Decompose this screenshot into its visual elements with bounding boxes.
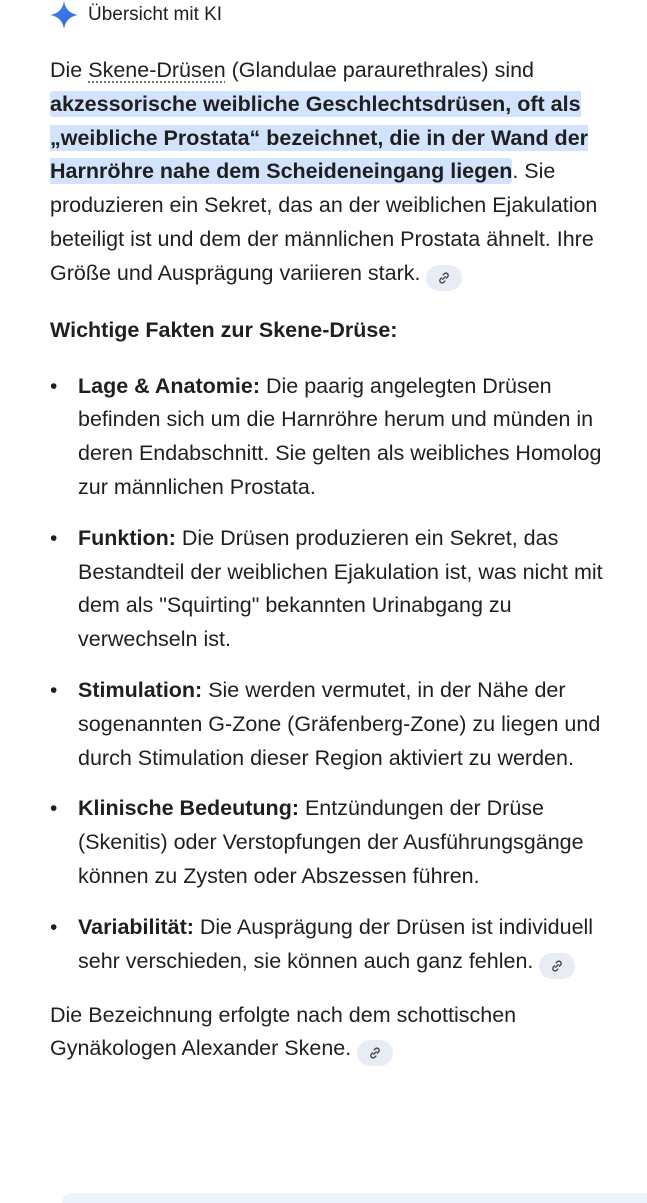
bullet: • [50,797,58,821]
ai-overview-header [50,0,222,30]
bullet: • [50,374,58,398]
ai-overview-title: Übersicht mit KI [88,4,223,25]
bullet: • [50,526,58,550]
source-link-button[interactable] [426,265,462,291]
intro-rest: . Sie produzieren ein Sekret, das an der weiblichen Ejakulation beteiligt ist und dem der männlichen Prostata ähnelt. Ihre Größe und Ausprägung variieren stark. [50,159,598,285]
fact-text: Die paarig angelegten Drüsen befinden sich um die Harnröhre herum und münden in deren Endabschnitt. Sie gelten als weibliches Homolog zur männlichen Prostata. [78,373,602,499]
fact-label: Funktion: [78,525,176,550]
gemini-sparkle-icon [48,0,80,31]
fact-label: Variabilität: [78,914,194,939]
footer-text: Die Bezeichnung erfolgte nach dem schottischen Gynäkologen Alexander Skene. [50,1002,517,1061]
bullet: • [50,678,58,702]
intro-text: (Glandulae paraurethrales) sind [225,58,535,82]
intro-paragraph [50,54,630,291]
entity-link-skene-druesen[interactable]: Skene-Drüsen [88,58,226,82]
next-card-edge [62,1193,647,1203]
source-link-button[interactable] [357,1040,393,1066]
link-icon [368,1046,382,1060]
fact-text: Sie werden vermutet, in der Nähe der sogenannten G-Zone (Gräfenberg-Zone) zu liegen und durch Stimulation dieser Region aktiviert zu werden. [78,677,601,770]
bullet: • [50,915,58,939]
intro-prefix: Die [50,58,89,82]
fact-label: Lage & Anatomie: [78,373,260,398]
list-item [50,522,630,657]
section-title: Wichtige Fakten zur Skene-Drüse: [50,317,398,342]
highlighted-answer: akzessorische weibliche Geschlechtsdrüsen, oft als „weibliche Prostata“ bezeichnet, die in der Wand der Harnröhre nahe dem Scheideneingang liegen [50,91,589,184]
source-link-button[interactable] [539,953,575,979]
fact-label: Klinische Bedeutung: [78,796,299,821]
link-icon [550,959,564,973]
fact-text: Die Ausprägung der Drüsen ist individuell sehr verschieden, sie können auch ganz fehlen. [78,914,594,973]
link-icon [437,271,451,285]
fact-text: Entzündungen der Drüse (Skenitis) oder Verstopfungen der Ausführungsgänge können zu Zysten oder Abszessen führen. [78,796,584,888]
list-item [50,792,630,893]
list-item [50,370,630,505]
fact-label: Stimulation: [78,677,203,702]
facts-list [50,370,630,979]
fact-text: Die Drüsen produzieren ein Sekret, das Bestandteil der weiblichen Ejakulation ist, was nicht mit dem als "Squirting" bekannten Urinabgang zu verwechseln ist. [78,525,603,652]
ai-overview-content [50,54,630,1066]
list-item [50,911,630,979]
footer-paragraph [50,999,630,1067]
list-item [50,674,630,775]
